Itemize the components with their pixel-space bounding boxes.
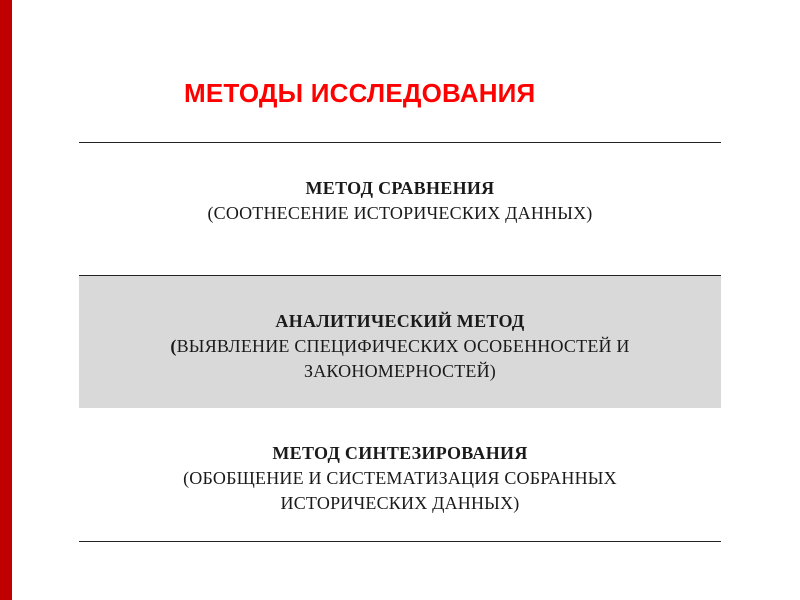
accent-bar (0, 0, 12, 600)
method-name: МЕТОД СИНТЕЗИРОВАНИЯ (272, 443, 528, 463)
method-name: МЕТОД СРАВНЕНИЯ (305, 178, 495, 198)
slide-title: МЕТОДЫ ИССЛЕДОВАНИЯ (184, 78, 536, 108)
description-line-1: ВЫЯВЛЕНИЕ СПЕЦИФИЧЕСКИХ ОСОБЕННОСТЕЙ И (176, 336, 630, 356)
method-description: (СООТНЕСЕНИЕ ИСТОРИЧЕСКИХ ДАННЫХ) (207, 203, 593, 223)
description-open-paren: ( (170, 336, 177, 356)
description-line-1: (ОБОБЩЕНИЕ И СИСТЕМАТИЗАЦИЯ СОБРАННЫХ (183, 468, 617, 488)
method-description (170, 334, 629, 359)
method-row-synthesis (79, 408, 721, 541)
description-line-2: ИСТОРИЧЕСКИХ ДАННЫХ) (280, 493, 520, 513)
method-row-analytical (79, 275, 721, 408)
method-row-comparison (79, 143, 721, 275)
description-line-2: ЗАКОНОМЕРНОСТЕЙ) (304, 361, 496, 381)
methods-table (79, 142, 721, 542)
method-name: АНАЛИТИЧЕСКИЙ МЕТОД (275, 311, 525, 331)
